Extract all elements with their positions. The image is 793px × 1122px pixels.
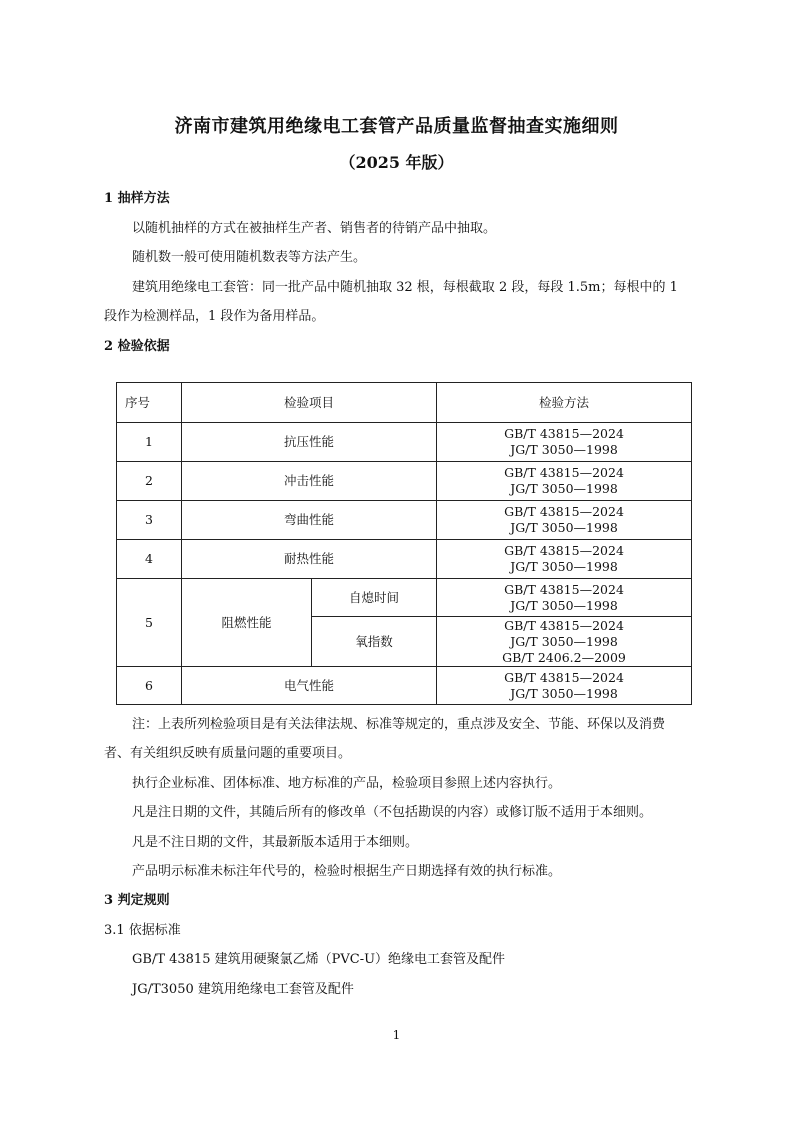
method-line: JG/T 3050—1998 bbox=[510, 520, 618, 535]
section-2-heading: 2 检验依据 bbox=[104, 339, 170, 354]
method-line: GB/T 43815—2024 bbox=[504, 543, 624, 558]
table-row bbox=[117, 423, 692, 462]
row-method bbox=[437, 462, 692, 501]
header-item: 检验项目 bbox=[182, 383, 437, 423]
standard-2: JG/T3050 建筑用绝缘电工套管及配件 bbox=[132, 982, 354, 997]
section-2-paragraph-4: 产品明示标准未标注年代号的，检验时根据生产日期选择有效的执行标准。 bbox=[132, 864, 562, 879]
note-line-2: 者、有关组织反映有质量问题的重要项目。 bbox=[104, 746, 352, 761]
section-2-paragraph-1: 执行企业标准、团体标准、地方标准的产品，检验项目参照上述内容执行。 bbox=[132, 776, 562, 791]
row-method bbox=[437, 423, 692, 462]
row-seq: 2 bbox=[117, 462, 182, 501]
method-line: JG/T 3050—1998 bbox=[510, 442, 618, 457]
row-seq: 4 bbox=[117, 540, 182, 579]
method-line: JG/T 3050—1998 bbox=[510, 685, 618, 701]
table-row bbox=[117, 462, 692, 501]
method-line: GB/T 43815—2024 bbox=[504, 465, 624, 480]
section-1-paragraph-1: 以随机抽样的方式在被抽样生产者、销售者的待销产品中抽取。 bbox=[132, 221, 497, 236]
method-line: GB/T 43815—2024 bbox=[504, 669, 624, 685]
section-1-paragraph-3-line-1: 建筑用绝缘电工套管：同一批产品中随机抽取 32 根，每根截取 2 段，每段 1.5m；每根中的 1 bbox=[132, 280, 678, 295]
inspection-table bbox=[116, 382, 692, 705]
method-line: JG/T 3050—1998 bbox=[510, 481, 618, 496]
row-seq: 1 bbox=[117, 423, 182, 462]
header-method: 检验方法 bbox=[437, 383, 692, 423]
standard-1: GB/T 43815 建筑用硬聚氯乙烯（PVC-U）绝缘电工套管及配件 bbox=[132, 952, 506, 967]
section-1-heading: 1 抽样方法 bbox=[104, 191, 170, 206]
section-2-paragraph-2: 凡是注日期的文件，其随后所有的修改单（不包括勘误的内容）或修订版不适用于本细则。 bbox=[132, 805, 653, 820]
row-method bbox=[437, 501, 692, 540]
row-method bbox=[437, 617, 692, 667]
table-row bbox=[117, 667, 692, 705]
row-subitem: 自熄时间 bbox=[312, 579, 437, 617]
row-seq: 3 bbox=[117, 501, 182, 540]
row-item: 电气性能 bbox=[182, 667, 437, 705]
method-line: GB/T 43815—2024 bbox=[504, 617, 624, 633]
table-header-row bbox=[117, 383, 692, 423]
note-line-1: 注：上表所列检验项目是有关法律法规、标准等规定的，重点涉及安全、节能、环保以及消费 bbox=[132, 717, 666, 732]
method-line: GB/T 43815—2024 bbox=[504, 426, 624, 441]
row-item: 弯曲性能 bbox=[182, 501, 437, 540]
method-line: GB/T 2406.2—2009 bbox=[502, 649, 626, 665]
table-row bbox=[117, 540, 692, 579]
row-subitem: 氧指数 bbox=[312, 617, 437, 667]
header-seq: 序号 bbox=[117, 383, 182, 423]
method-line: GB/T 43815—2024 bbox=[504, 504, 624, 519]
section-1-paragraph-3-line-2: 段作为检测样品，1 段作为备用样品。 bbox=[104, 309, 325, 324]
section-2-paragraph-3: 凡是不注日期的文件，其最新版本适用于本细则。 bbox=[132, 835, 419, 850]
method-line: GB/T 43815—2024 bbox=[504, 581, 624, 597]
row-seq: 6 bbox=[117, 667, 182, 705]
document-subtitle: （2025 年版） bbox=[339, 153, 454, 172]
row-item: 阻燃性能 bbox=[182, 579, 312, 667]
method-line: JG/T 3050—1998 bbox=[510, 633, 618, 649]
section-3-heading: 3 判定规则 bbox=[104, 893, 170, 908]
document-title: 济南市建筑用绝缘电工套管产品质量监督抽查实施细则 bbox=[174, 116, 619, 137]
row-item: 抗压性能 bbox=[182, 423, 437, 462]
row-method bbox=[437, 579, 692, 617]
method-line: JG/T 3050—1998 bbox=[510, 597, 618, 613]
page-number: 1 bbox=[392, 1028, 401, 1042]
row-item: 耐热性能 bbox=[182, 540, 437, 579]
table-row bbox=[117, 501, 692, 540]
row-method bbox=[437, 540, 692, 579]
row-item: 冲击性能 bbox=[182, 462, 437, 501]
method-line: JG/T 3050—1998 bbox=[510, 559, 618, 574]
table-row bbox=[117, 579, 692, 617]
section-1-paragraph-2: 随机数一般可使用随机数表等方法产生。 bbox=[132, 250, 367, 265]
row-seq: 5 bbox=[117, 579, 182, 667]
row-method bbox=[437, 667, 692, 705]
section-3-1-heading: 3.1 依据标准 bbox=[104, 923, 181, 938]
